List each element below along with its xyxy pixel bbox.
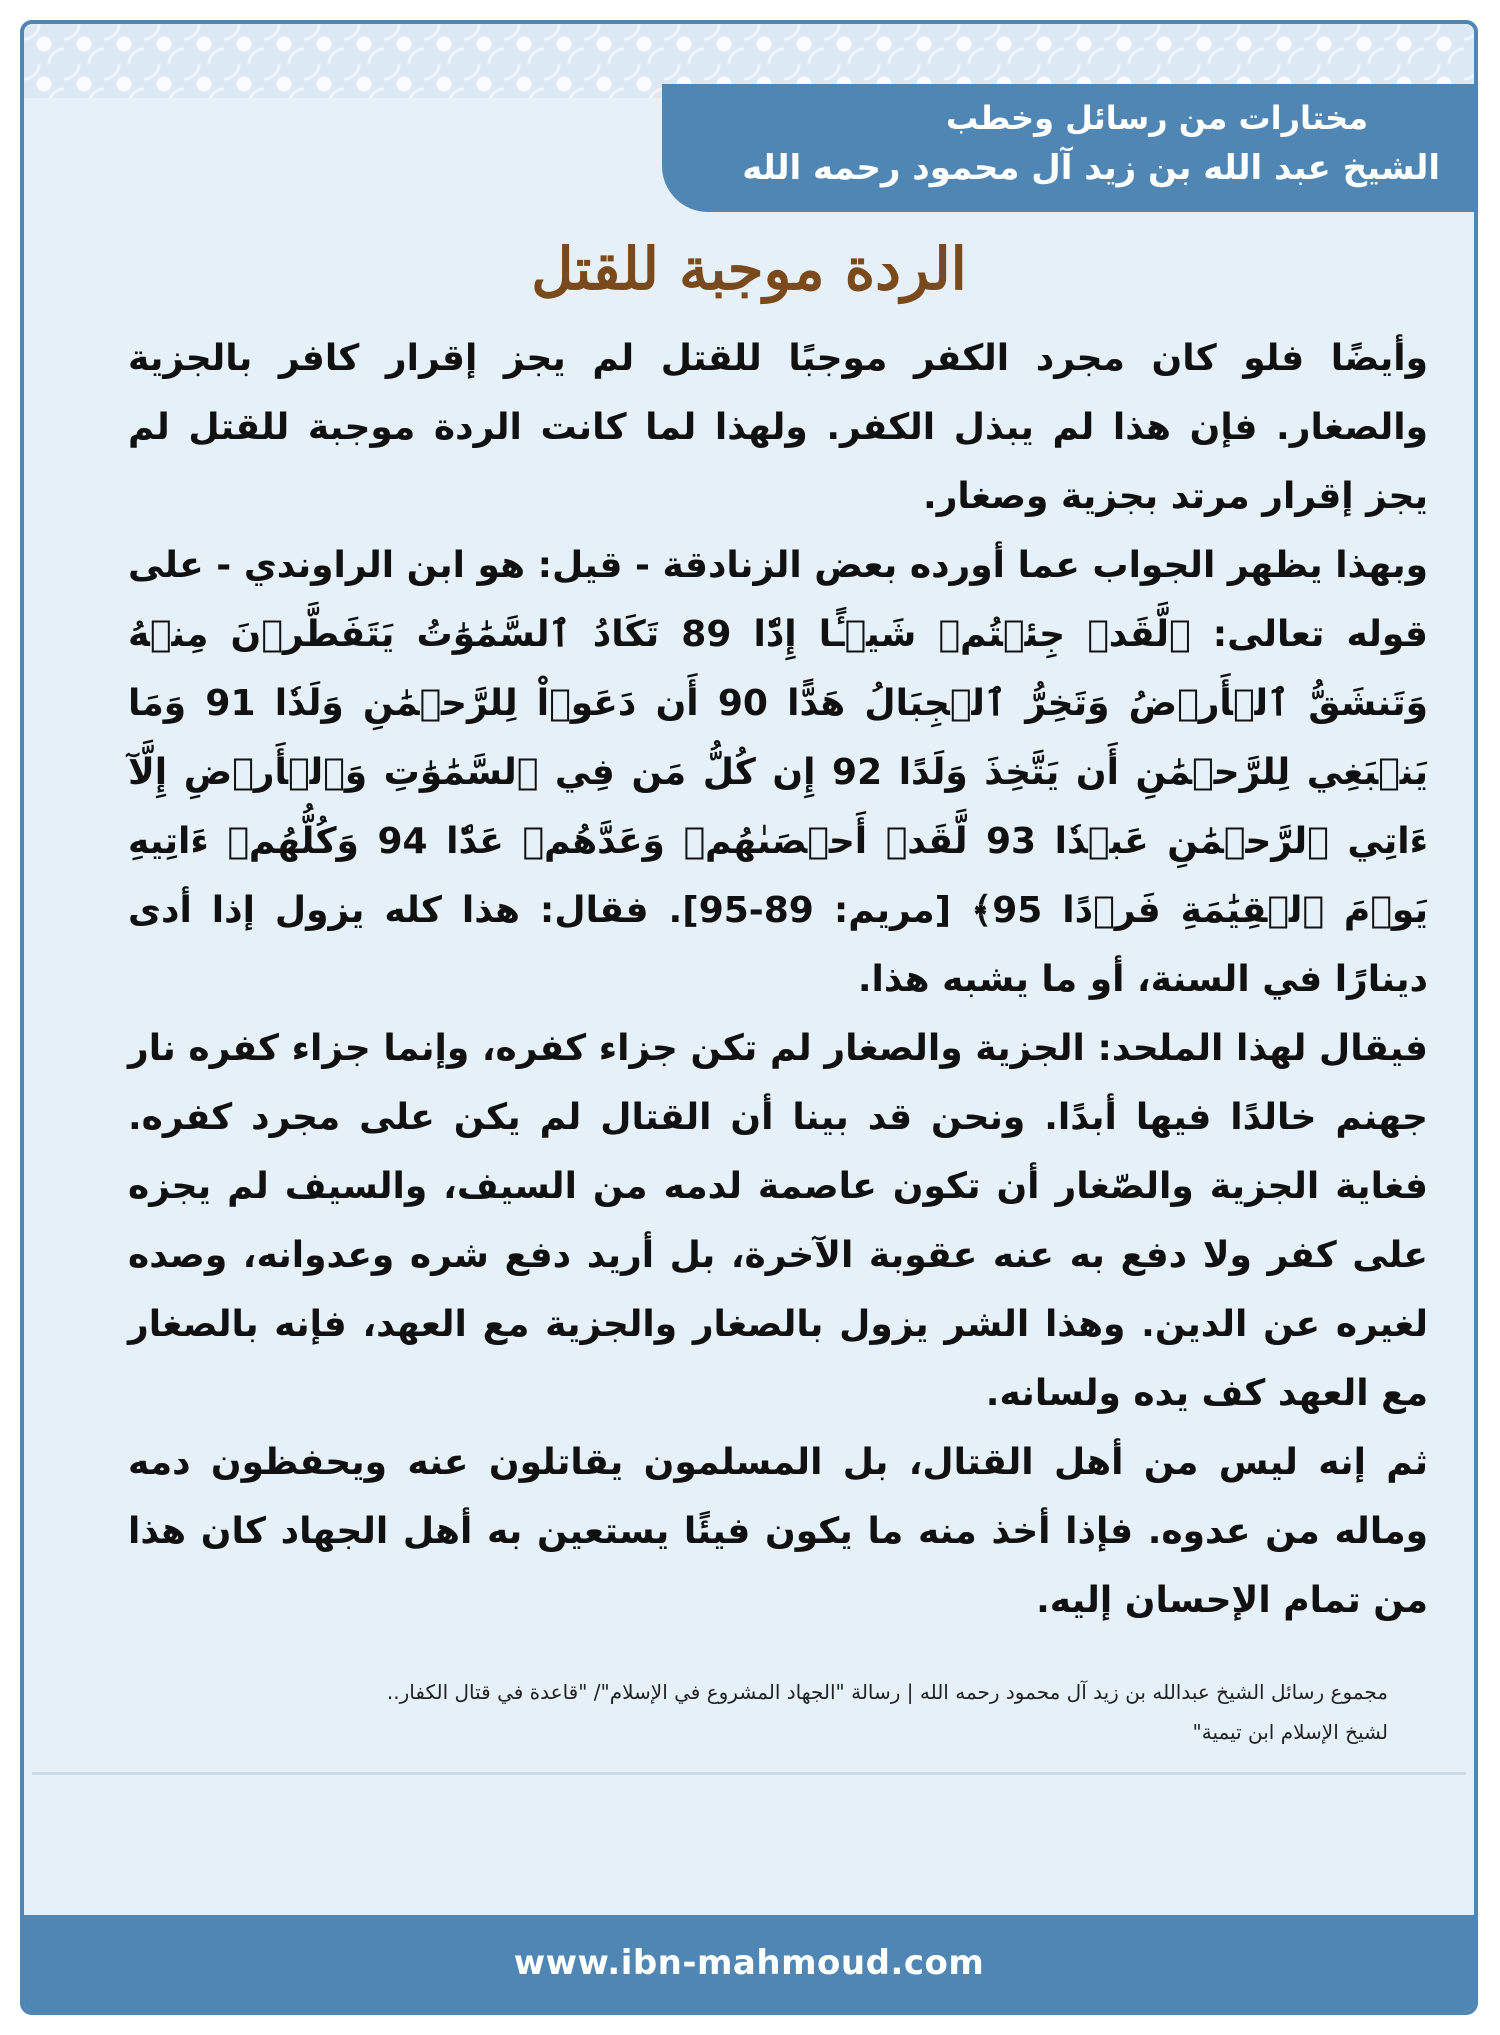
article-body <box>128 324 1428 1635</box>
source-line: مجموع رسائل الشيخ عبدالله بن زيد آل محمود رحمه الله | رسالة "الجهاد المشروع في الإسلام"/ "قاعدة في قتال الكفار.. <box>386 1680 1388 1704</box>
article-title: الردة موجبة للقتل <box>531 235 967 303</box>
website-url[interactable]: www.ibn-mahmoud.com <box>513 1943 985 1983</box>
series-title: مختارات من رسائل وخطب <box>945 99 1368 137</box>
paragraph: وبهذا يظهر الجواب عما أورده بعض الزنادقة - قيل: هو ابن الراوندي - على قوله تعالى: ﴿لَّقَدۡ جِئۡتُمۡ شَيۡـًٔا إِدّٗا 89 تَكَادُ ٱلسَّمَٰوَٰتُ يَتَفَطَّرۡنَ مِنۡهُ وَتَنشَقُّ ٱلۡأَرۡضُ وَتَخِرُّ ٱلۡجِبَالُ هَدًّا 90 أَن دَعَوۡاْ لِلرَّحۡمَٰنِ وَلَدٗا 91 وَمَا يَنۢبَغِي لِلرَّحۡمَٰنِ أَن يَتَّخِذَ وَلَدًا 92 إِن كُلُّ مَن فِي ٱلسَّمَٰوَٰتِ وَٱلۡأَرۡضِ إِلَّآ ءَاتِي ٱلرَّحۡمَٰنِ عَبۡدٗا 93 لَّقَدۡ أَحۡصَىٰهُمۡ وَعَدَّهُمۡ عَدّٗا 94 وَكُلُّهُمۡ ءَاتِيهِ يَوۡمَ ٱلۡقِيَٰمَةِ فَرۡدًا 95﴾ [مريم: 89-95]. فقال: هذا كله يزول إذا أدى دينارًا في السنة، أو ما يشبه هذا. <box>128 545 1429 1000</box>
paragraph: ثم إنه ليس من أهل القتال، بل المسلمون يقاتلون عنه ويحفظون دمه وماله من عدوه. فإذا أخذ منه ما يكون فيئًا يستعين به أهل الجهاد كان هذا من تمام الإحسان إليه. <box>128 1442 1428 1621</box>
paragraph: فيقال لهذا الملحد: الجزية والصغار لم تكن جزاء كفره، وإنما جزاء كفره نار جهنم خالدًا فيها أبدًا. ونحن قد بينا أن القتال لم يكن على مجرد كفره. فغاية الجزية والصّغار أن تكون عاصمة لدمه من السيف، والسيف لم يجزه على كفر ولا دفع به عنه عقوبة الآخرة، بل أريد دفع شره وعدوانه، وصده لغيره عن الدين. وهذا الشر يزول بالصغار والجزية مع العهد، فإنه بالصغار مع العهد كف يده ولسانه. <box>128 1028 1428 1414</box>
article-card <box>20 20 1478 2015</box>
series-author: الشيخ عبد الله بن زيد آل محمود رحمه الله <box>742 148 1440 188</box>
paragraph: وأيضًا فلو كان مجرد الكفر موجبًا للقتل لم يجز إقرار كافر بالجزية والصغار. فإن هذا لم يبذل الكفر. ولهذا لما كانت الردة موجبة للقتل لم يجز إقرار مرتد بجزية وصغار. <box>128 338 1428 517</box>
source-line: لشيخ الإسلام ابن تيمية" <box>1192 1720 1388 1744</box>
website-footer[interactable] <box>24 1915 1474 2011</box>
series-header <box>662 84 1474 212</box>
